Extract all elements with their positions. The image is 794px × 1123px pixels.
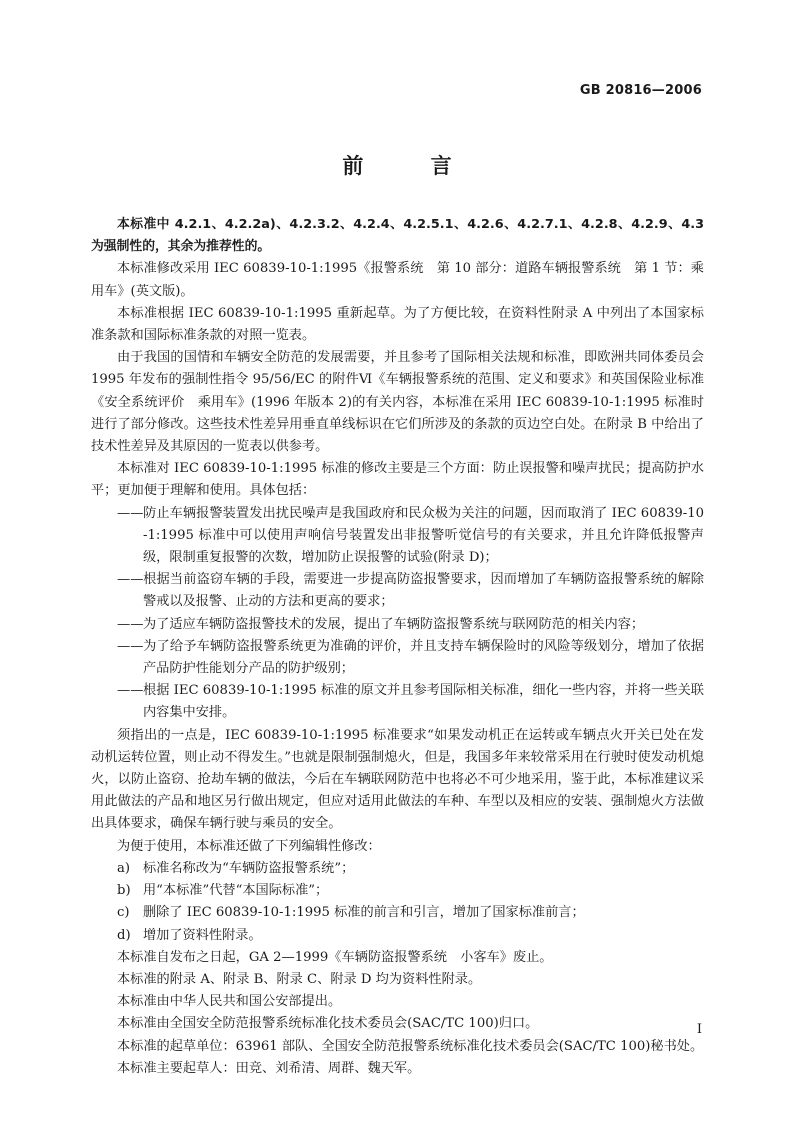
dash-marker: —— <box>117 616 144 632</box>
list-item-text: 标准名称改为“车辆防盗报警系统”； <box>143 860 355 876</box>
modification-summary-paragraph: 本标准对 IEC 60839-10-1:1995 标准的修改主要是三个方面：防止误报警和噪声扰民；提高防护水平；更加便于理解和使用。具体包括： <box>91 461 704 499</box>
dash-marker: —— <box>117 683 144 699</box>
editorial-list-item <box>91 925 704 947</box>
supersede-paragraph: 本标准自发布之日起，GA 2—1999《车辆防盗报警系统 小客车》废止。 <box>117 949 553 965</box>
dash-item-text: 为了适应车辆防盗报警技术的发展，提出了车辆防盗报警系统与联网防范的相关内容； <box>143 616 645 632</box>
standard-code: GB 20816—2006 <box>579 83 702 98</box>
dash-item-text: 为了给予车辆防盗报警系统更为准确的评价，并且支持车辆保险时的风险等级划分，增加了依据产品防护性能划分产品的防护级别； <box>143 638 704 677</box>
dash-marker: —— <box>117 505 144 521</box>
mandatory-clauses-paragraph: 本标准中 4.2.1、4.2.2a)、4.2.3.2、4.2.4、4.2.5.1、4.2.6、4.2.7.1、4.2.8、4.2.9、4.3 为强制性的，其余为推荐性的。 <box>91 217 704 255</box>
drafters-paragraph: 本标准主要起草人：田竞、刘希清、周群、魏天军。 <box>117 1060 421 1076</box>
committee-paragraph: 本标准由全国安全防范报警系统标准化技术委员会(SAC/TC 100)归口。 <box>117 1016 539 1032</box>
drafting-unit-paragraph: 本标准的起草单位：63961 部队、全国安全防范报警系统标准化技术委员会(SAC/TC 100)秘书处。 <box>117 1038 704 1054</box>
editorial-list-item <box>91 880 704 902</box>
page-title: 前 言 <box>342 154 482 178</box>
dash-list-item <box>91 680 704 724</box>
editorial-intro-paragraph: 为便于使用，本标准还做了下列编辑性修改： <box>117 838 381 854</box>
dash-list-item <box>91 636 704 680</box>
page-number: I <box>696 1022 702 1037</box>
dash-list-item <box>91 503 704 570</box>
redraft-paragraph: 本标准根据 IEC 60839-10-1:1995 重新起草。为了方便比较，在资料性附录 A 中列出了本国家标准条款和国际标准条款的对照一览表。 <box>91 305 704 344</box>
editorial-list-item <box>91 902 704 924</box>
list-marker: c) <box>117 905 130 921</box>
dash-list-item <box>91 569 704 613</box>
adoption-paragraph: 本标准修改采用 IEC 60839-10-1:1995《报警系统 第 10 部分：道路车辆报警系统 第 1 节：乘用车》(英文版)。 <box>91 261 704 299</box>
list-marker: d) <box>117 927 131 943</box>
foreword-body <box>91 214 704 1080</box>
annex-paragraph: 本标准的附录 A、附录 B、附录 C、附录 D 均为资料性附录。 <box>117 971 482 987</box>
list-item-text: 删除了 IEC 60839-10-1:1995 标准的前言和引言，增加了国家标准前言； <box>143 905 585 921</box>
dash-item-text: 根据 IEC 60839-10-1:1995 标准的原文并且参考国际相关标准，细化一些内容，并将一些关联内容集中安排。 <box>143 683 704 721</box>
dash-item-text: 防止车辆报警装置发出扰民噪声是我国政府和民众极为关注的问题，因而取消了 IEC 60839-10-1:1995 标准中可以使用声响信号装置发出非报警听觉信号的有关要求，并且允许降低报警声级，限制重复报警的次数，增加防止误报警的试验(附录 D)； <box>143 505 704 566</box>
list-item-text: 增加了资料性附录。 <box>143 927 262 943</box>
dash-marker: —— <box>117 572 144 588</box>
list-marker: a) <box>117 860 131 876</box>
dash-list-item <box>91 614 704 636</box>
editorial-list-item <box>91 858 704 880</box>
list-item-text: 用“本标准”代替“本国际标准”； <box>143 883 329 899</box>
dash-marker: —— <box>117 638 144 654</box>
list-marker: b) <box>117 883 131 899</box>
modification-reason-paragraph: 由于我国的国情和车辆安全防范的发展需要，并且参考了国际相关法规和标准，即欧洲共同体委员会 1995 年发布的强制性指令 95/56/EC 的附件Ⅵ《车辆报警系统的范围、定义和要求》和英国保险业标准《安全系统评价 乘用车》(1996 年版本 2)的有关内容，本标准在采用 IEC 60839-10-1:1995 标准时进行了部分修改。这些技术性差异用垂直单线标识在它们所涉及的条款的页边空白处。在附录 B 中给出了技术性差异及其原因的一览表以供参考。 <box>91 350 704 455</box>
dash-item-text: 根据当前盗窃车辆的手段，需要进一步提高防盗报警要求，因而增加了车辆防盗报警系统的解除警戒以及报警、止动的方法和更高的要求； <box>143 572 704 610</box>
proposer-paragraph: 本标准由中华人民共和国公安部提出。 <box>117 994 342 1010</box>
engine-stop-note-paragraph: 须指出的一点是，IEC 60839-10-1:1995 标准要求“如果发动机正在运转或车辆点火开关已处在发动机运转位置，则止动不得发生。”也就是限制强制熄火，但是，我国多年来较常采用在行驶时使发动机熄火，以防止盗窃、抢劫车辆的做法，今后在车辆联网防范中也将必不可少地采用，鉴于此，本标准建议采用此做法的产品和地区另行做出规定，但应对适用此做法的车种、车型以及相应的安装、强制熄火方法做出具体要求，确保车辆行驶与乘员的安全。 <box>91 727 704 832</box>
